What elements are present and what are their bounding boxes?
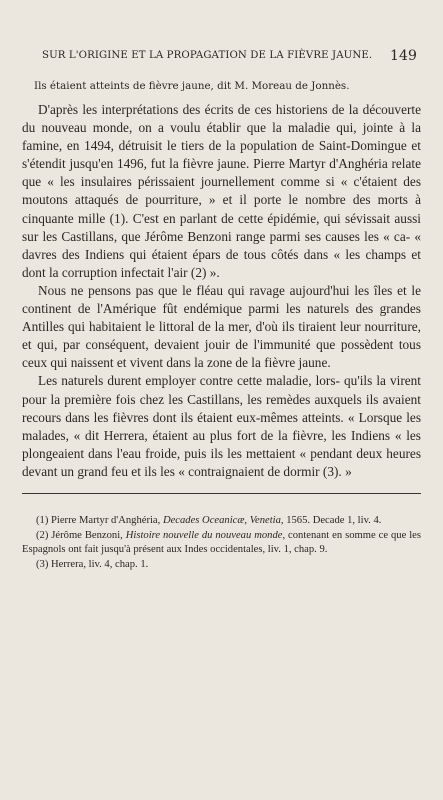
footnote [22, 529, 421, 558]
footnote [22, 514, 421, 529]
footnote-lead: (1) Pierre Martyr d'Anghéria, [36, 514, 163, 526]
footnote-title: Decades Oceanicæ, Venetia [162, 514, 281, 526]
footnote [22, 558, 421, 573]
footnote-lead: (3) Herrera, liv. 4, chap. 1. [36, 558, 149, 570]
footnote-divider [22, 493, 421, 494]
running-title: SUR L'ORIGINE ET LA PROPAGATION DE LA FIÈVRE JAUNE. [42, 50, 373, 61]
running-head [22, 44, 421, 66]
footnotes [22, 514, 421, 572]
footnote-tail: , contenant en somme ce que les Espagnols ont fait jusqu'à présent aux Indes occidentales, liv. 1, chap. 9. [22, 529, 422, 556]
paragraph: Les naturels durent employer contre cette maladie, lors- qu'ils la virent pour la première fois chez les Castillans, les remèdes auxquels ils avaient recours dans les fièvres dont ils étaient eux-mêmes atteints. « Lorsque les malades, « dit Herrera, étaient au plus fort de la fièvre, les Indiens « les plongeaient dans l'eau froide, puis ils les mettaient « pendant deux heures devant un grand feu et ils les « contraignaient de dormir (3). » [22, 373, 421, 479]
paragraph: D'après les interprétations des écrits de ces historiens de la découverte du nouveau monde, on a voulu établir que la maladie qui, jointe à la famine, en 1494, détruisit le tiers de la population de Saint-Domingue et s'étendit jusqu'en 1496, fut la fièvre jaune. Pierre Martyr d'Anghéria relate que « les insulaires périssaient journellement comme si « c'étaient des moutons attaqués de pourriture, » et il porte le nombre des morts à cinquante mille (1). C'est en parlant de cette épidémie, qui sévissait aussi sur les Castillans, que Jérôme Benzoni range parmi ses causes les « ca- « davres des Indiens qui étaient épars de tous côtés dans « les champs et dont la corruption infectait l'air (2) ». [22, 102, 421, 280]
page-number: 149 [389, 48, 417, 64]
section-subtitle: Ils étaient atteints de fièvre jaune, dit M. Moreau de Jonnès. [34, 80, 350, 92]
footnote-title: Histoire nouvelle du nouveau monde [125, 529, 283, 541]
footnote-tail: , 1565. Decade 1, liv. 4. [280, 514, 382, 526]
paragraph: Nous ne pensons pas que le fléau qui ravage aujourd'hui les îles et le continent de l'Amérique fût endémique parmi les naturels des grandes Antilles qui habitaient le littoral de la mer, d'où ils tiraient leur nourriture, et qui, par conséquent, devaient jouir de l'immunité que possèdent tous ceux qui naissent et vivent dans la zone de la fièvre jaune. [22, 282, 421, 371]
body-text [22, 101, 421, 481]
footnote-lead: (2) Jérôme Benzoni, [36, 529, 126, 541]
